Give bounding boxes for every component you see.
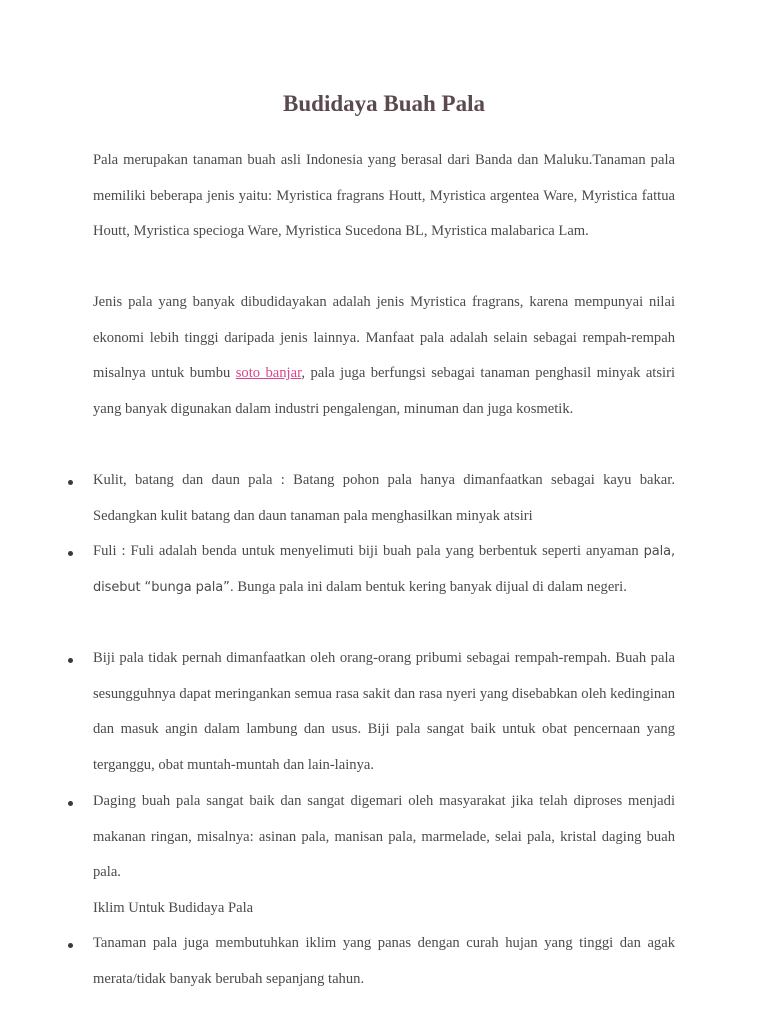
bullet-text-sans: pala, disebut “bunga pala”. (93, 544, 675, 595)
bullet-item-daging: Daging buah pala sangat baik dan sangat digemari oleh masyarakat jika telah diproses menjadi makanan ringan, misalnya: asinan pala, manisan pala, marmelade, selai pala, kristal daging buah pala. (93, 793, 675, 881)
bullet-icon (68, 658, 73, 663)
paragraph-text: Jenis pala yang banyak dibudidayakan adalah jenis Myristica fragrans, karena mempunyai nilai ekonomi lebih tinggi daripada jenis lainnya. Manfaat pala adalah selain sebagai rempah-rempah misalnya untuk bumbu (93, 294, 675, 382)
bullet-icon (68, 551, 73, 556)
bullet-text: Bunga pala ini dalam bentuk kering banyak dijual di dalam negeri. (233, 578, 627, 595)
bullet-item-iklim: Tanaman pala juga membutuhkan iklim yang panas dengan curah hujan yang tinggi dan agak merata/tidak banyak berubah sepanjang tahun. (93, 935, 675, 987)
paragraph-intro: Pala merupakan tanaman buah asli Indonesia yang berasal dari Banda dan Maluku.Tanaman pala memiliki beberapa jenis yaitu: Myristica fragrans Houtt, Myristica argentea Ware, Myristica fattua Houtt, Myristica specioga Ware, Myristica Sucedona BL, Myristica malabarica Lam. (93, 152, 675, 240)
bullet-item-biji: Biji pala tidak pernah dimanfaatkan oleh orang-orang pribumi sebagai rempah-rempah. Buah pala sesungguhnya dapat meringankan semua rasa sakit dan rasa nyeri yang disebabkan oleh kedinginan dan masuk angin dalam lambung dan usus. Biji pala sangat baik untuk obat pencernaan yang terganggu, obat muntah-muntah dan lain-lainya. (93, 650, 675, 774)
bullet-icon (68, 801, 73, 806)
bullet-icon (68, 943, 73, 948)
bullet-icon (68, 480, 73, 485)
section-heading-iklim: Iklim Untuk Budidaya Pala (93, 900, 254, 916)
bullet-item-kulit: Kulit, batang dan daun pala : Batang pohon pala hanya dimanfaatkan sebagai kayu bakar. Sedangkan kulit batang dan daun tanaman pala menghasilkan minyak atsiri (93, 472, 675, 524)
bullet-text: Fuli : Fuli adalah benda untuk menyelimuti biji buah pala yang berbentuk seperti anyaman (93, 543, 644, 559)
paragraph-jenis-pala (93, 285, 675, 428)
document-title: Budidaya Buah Pala (283, 91, 485, 116)
bullet-item-fuli (93, 534, 675, 605)
paragraph-text: , pala juga berfungsi sebagai tanaman penghasil minyak atsiri yang banyak digunakan dalam industri pengalengan, minuman dan juga kosmetik. (93, 365, 676, 418)
soto-banjar-link[interactable]: soto banjar (235, 365, 302, 382)
